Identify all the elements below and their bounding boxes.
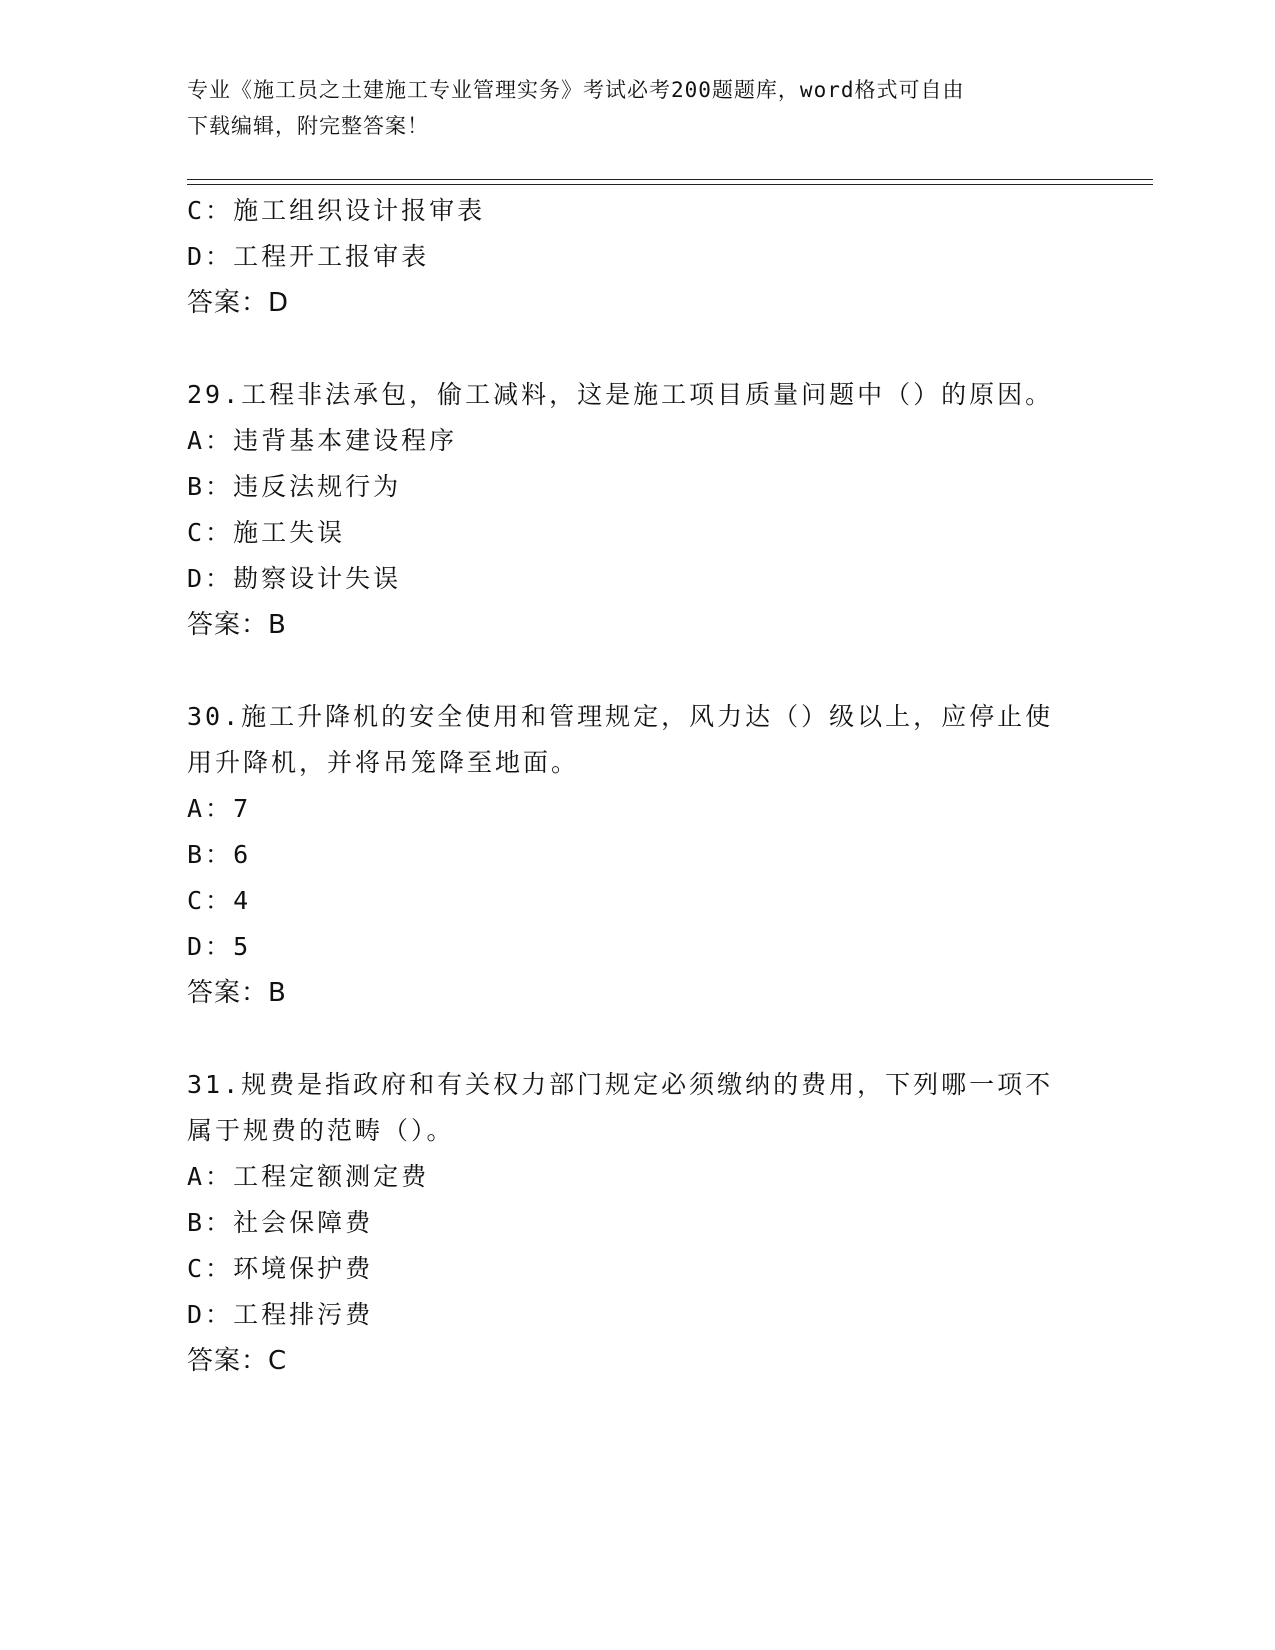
option-text: 违反法规行为 <box>233 472 402 501</box>
option-label: A： <box>187 794 234 823</box>
option-label: C： <box>187 1254 234 1283</box>
option-c <box>187 188 1087 234</box>
option-c <box>187 878 1087 924</box>
question-text-continued: 用升降机，并将吊笼降至地面。 <box>187 748 580 777</box>
option-a <box>187 418 1087 464</box>
option-c <box>187 1246 1087 1292</box>
option-label: B： <box>187 472 234 501</box>
option-label: A： <box>187 426 234 455</box>
option-text: 5 <box>233 932 252 961</box>
header-rule-top <box>187 179 1153 180</box>
carryover-block <box>187 188 1087 326</box>
option-text: 工程开工报审表 <box>233 242 430 271</box>
header-line-1: 专业《施工员之土建施工专业管理实务》考试必考200题题库，word格式可自由 <box>187 78 965 102</box>
option-label: C： <box>187 518 234 547</box>
option-text: 6 <box>233 840 252 869</box>
question-text: 29.工程非法承包，偷工减料，这是施工项目质量问题中（）的原因。 <box>187 380 1054 409</box>
option-label: B： <box>187 840 234 869</box>
page-header <box>187 72 1067 144</box>
option-label: B： <box>187 1208 234 1237</box>
option-b <box>187 1200 1087 1246</box>
header-rule-bottom <box>187 184 1153 185</box>
option-text: 7 <box>233 794 252 823</box>
option-text: 勘察设计失误 <box>233 564 402 593</box>
option-text: 环境保护费 <box>233 1254 374 1283</box>
option-label: D： <box>187 242 234 271</box>
option-label: D： <box>187 932 234 961</box>
option-text: 违背基本建设程序 <box>233 426 458 455</box>
option-text: 施工失误 <box>233 518 346 547</box>
answer-line: 答案：B <box>187 610 287 640</box>
question-text-continued: 属于规费的范畴（）。 <box>187 1116 455 1145</box>
option-label: A： <box>187 1162 234 1191</box>
question-list <box>187 188 1087 1384</box>
option-label: D： <box>187 564 234 593</box>
answer-line: 答案：C <box>187 1346 288 1376</box>
question-text: 30.施工升降机的安全使用和管理规定，风力达（）级以上，应停止使 <box>187 702 1054 731</box>
option-c <box>187 510 1087 556</box>
option-b <box>187 464 1087 510</box>
option-label: D： <box>187 1300 234 1329</box>
question-29 <box>187 372 1087 648</box>
option-label: C： <box>187 196 234 225</box>
option-text: 工程定额测定费 <box>233 1162 430 1191</box>
question-text: 31.规费是指政府和有关权力部门规定必须缴纳的费用，下列哪一项不 <box>187 1070 1054 1099</box>
header-line-2: 下载编辑，附完整答案！ <box>187 114 429 138</box>
option-text: 工程排污费 <box>233 1300 374 1329</box>
question-30 <box>187 694 1087 1016</box>
option-d <box>187 234 1087 280</box>
option-text: 施工组织设计报审表 <box>233 196 486 225</box>
option-d <box>187 1292 1087 1338</box>
option-label: C： <box>187 886 234 915</box>
option-a <box>187 786 1087 832</box>
answer-line: 答案：B <box>187 978 287 1008</box>
question-31 <box>187 1062 1087 1384</box>
answer-line: 答案：D <box>187 288 290 318</box>
option-text: 4 <box>233 886 252 915</box>
option-d <box>187 556 1087 602</box>
option-d <box>187 924 1087 970</box>
option-b <box>187 832 1087 878</box>
option-a <box>187 1154 1087 1200</box>
option-text: 社会保障费 <box>233 1208 374 1237</box>
